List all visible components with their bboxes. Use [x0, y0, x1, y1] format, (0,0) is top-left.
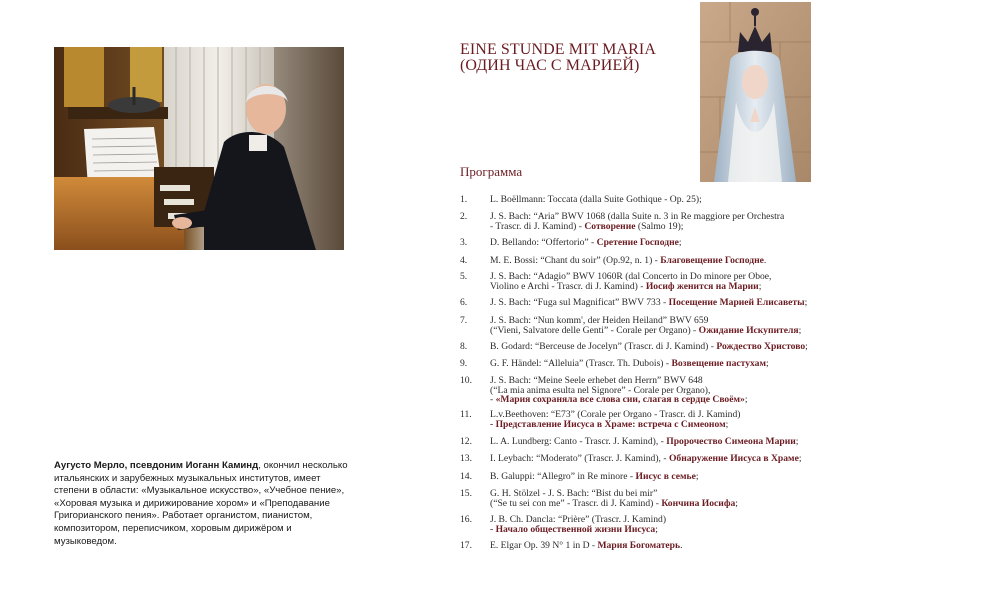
program-item-number: 15. — [460, 488, 472, 499]
program-item-line — [490, 525, 990, 535]
program-item-text: J. S. Bach: “Nun komm', der Heiden Heiland” BWV 659 — [490, 315, 709, 326]
program-item-text: (“Se tu sei con me” - Trascr. di J. Kamind) - — [490, 497, 662, 509]
program-item-tail: ; — [725, 418, 729, 430]
program-item-text: D. Bellando: “Offertorio” - — [490, 237, 597, 248]
program-item-subject: - Представление Иисуса в Храме: встреча с Симеоном — [490, 418, 726, 430]
program-item-line — [490, 326, 990, 336]
program-item-tail: ; — [798, 453, 802, 464]
title-line-2: (ОДИН ЧАС С МАРИЕЙ) — [460, 57, 640, 74]
program-item-subject: Сотворение — [584, 220, 636, 232]
program-item-number: 8. — [460, 341, 468, 352]
program-item-line — [490, 472, 990, 482]
program-item-text: J. S. Bach: “Meine Seele erhebet den Herrn” BWV 648 — [490, 375, 703, 386]
program-item-text: G. H. Stölzel - J. S. Bach: “Bist du bei mir” — [490, 488, 658, 499]
program-item-number: 1. — [460, 194, 468, 205]
program-item-line — [490, 222, 990, 232]
organist-photo — [54, 47, 344, 250]
program-item-tail: ; — [798, 324, 802, 336]
program-item-subject: - Начало общественной жизни Иисуса — [490, 523, 656, 535]
program-item-number: 3. — [460, 237, 468, 248]
program-item-text: G. F. Händel: “Alleluia” (Trascr. Th. Dubois) - — [490, 358, 672, 369]
program-item-line — [490, 420, 990, 430]
program-item-text: (“Vieni, Salvatore delle Genti” - Corale per Organo) - — [490, 324, 699, 336]
program-item-tail: ; — [655, 523, 658, 535]
program-item-number: 12. — [460, 436, 472, 447]
program-item-tail: ; — [735, 497, 738, 509]
program-item-tail: ; — [758, 280, 762, 292]
program-item-text: E. Elgar Op. 39 N° 1 in D - — [490, 540, 598, 551]
program-item-line — [490, 437, 990, 447]
program-item-tail: ; — [805, 341, 808, 352]
bio-name: Аугусто Мерло, псевдоним Иоганн Каминд — [54, 460, 259, 471]
program-item-tail: ; — [795, 436, 799, 447]
bio-text: , окончил несколько итальянских и зарубежных музыкальных институтов, имеет степени в области: «Музыкальное искусство», «Учебное пение», «Хоровая музыка и дирижирование хором» и «Преподавание Григорианского пения». Работает органистом, пианистом, композитором, переписчиком, хоровым дирижёром и музыковедом. — [54, 460, 348, 547]
program-item-number: 13. — [460, 453, 472, 464]
program-item-line — [490, 499, 990, 509]
program-item-line — [490, 238, 990, 248]
program-item-tail: ; — [766, 358, 769, 369]
program-item-text: J. S. Bach: “Adagio” BWV 1060R (dal Concerto in Do minore per Oboe, — [490, 271, 772, 282]
program-item-subject: Пророчество Симеона Марии — [666, 436, 796, 447]
program-item-subject: Сретение Господне — [596, 237, 679, 248]
program-heading: Программа — [460, 164, 523, 179]
program-item-number: 7. — [460, 315, 468, 326]
program-item-number: 10. — [460, 375, 472, 386]
program-item-number: 17. — [460, 540, 472, 551]
program-item-subject: Иосиф женится на Марии — [645, 280, 759, 292]
program-item-number: 9. — [460, 358, 468, 369]
program-item-line — [490, 282, 990, 292]
program-item-text: B. Galuppi: “Allegro” in Re minore - — [490, 471, 636, 482]
program-item-line — [490, 342, 990, 352]
program-item-subject: Мария Богоматерь — [597, 540, 681, 551]
program-item-number: 16. — [460, 514, 472, 525]
program-item-line — [490, 195, 990, 205]
program-item-subject: Иисус в семье — [635, 471, 696, 482]
program-item-text: - Trascr. di J. Kamind) - — [490, 220, 585, 232]
program-item-tail: ; — [678, 237, 682, 248]
program-item-text: L. Boëllmann: Toccata (dalla Suite Gothique - Op. 25); — [490, 194, 702, 205]
program-item-subject: Ожидание Искупителя — [698, 324, 799, 336]
program-item-line — [490, 256, 990, 266]
program-item-text: B. Godard: “Berceuse de Jocelyn” (Trascr. di J. Kamind) - — [490, 341, 717, 352]
program-item-text: J. S. Bach: “Fuga sul Magnificat” BWV 733 - — [490, 297, 669, 308]
program-item-text: I. Leybach: “Moderato” (Trascr. J. Kamind), - — [490, 453, 669, 464]
program-item-line — [490, 395, 990, 405]
program-item-text: L. A. Lundberg: Canto - Trascr. J. Kamind), - — [490, 436, 667, 447]
program-item-number: 5. — [460, 271, 468, 282]
program-item-tail: ; — [804, 297, 808, 308]
program-item-subject: «Мария сохраняла все слова сии, слагая в сердце Своём» — [495, 394, 745, 406]
program-item-subject: Посещение Марией Елисаветы — [668, 297, 805, 308]
program-item-tail: ; — [744, 394, 748, 406]
program-item-line — [490, 454, 990, 464]
program-item-text: J. S. Bach: “Aria” BWV 1068 (dalla Suite n. 3 in Re maggiore per Orchestra — [490, 211, 785, 222]
program-item-number: 4. — [460, 255, 468, 266]
program-item-text: J. B. Ch. Dancla: “Prière” (Trascr. J. Kamind) — [490, 514, 667, 525]
program-item-line — [490, 298, 990, 308]
program-item-tail: . — [763, 255, 767, 266]
program-item-subject: Обнаружение Иисуса в Храме — [668, 453, 799, 464]
program-item-number: 14. — [460, 471, 472, 482]
program-item-line — [490, 541, 990, 551]
program-item-tail: (Salmo 19); — [635, 220, 684, 232]
program-item-number: 6. — [460, 297, 468, 308]
program-item-text: L.v.Beethoven: “E73” (Corale per Organo - Trascr. di J. Kamind) — [490, 409, 741, 420]
program-item-number: 2. — [460, 211, 468, 222]
title-line-1: EINE STUNDE MIT MARIA — [460, 41, 657, 58]
program-item-line — [490, 359, 990, 369]
program-item-text: - — [490, 394, 496, 406]
program-item-subject: Возвещение пастухам — [671, 358, 767, 369]
program-item-subject: Рождество Христово — [716, 341, 806, 352]
program-item-tail: ; — [695, 471, 699, 482]
program-item-subject: Кончина Иосифа — [661, 497, 736, 509]
program-item-tail: . — [680, 540, 683, 551]
program-list — [460, 0, 1000, 599]
program-item-text: Violino e Archi - Trascr. di J. Kamind) - — [490, 280, 646, 292]
program-item-text: (“La mia anima esulta nel Signore” - Corale per Organo), — [490, 384, 711, 396]
program-item-subject: Благовещение Господне — [660, 255, 764, 266]
biography — [54, 460, 354, 548]
program-item-text: M. E. Bossi: “Chant du soir” (Op.92, n. 1) - — [490, 255, 661, 266]
program-item-number: 11. — [460, 409, 472, 420]
